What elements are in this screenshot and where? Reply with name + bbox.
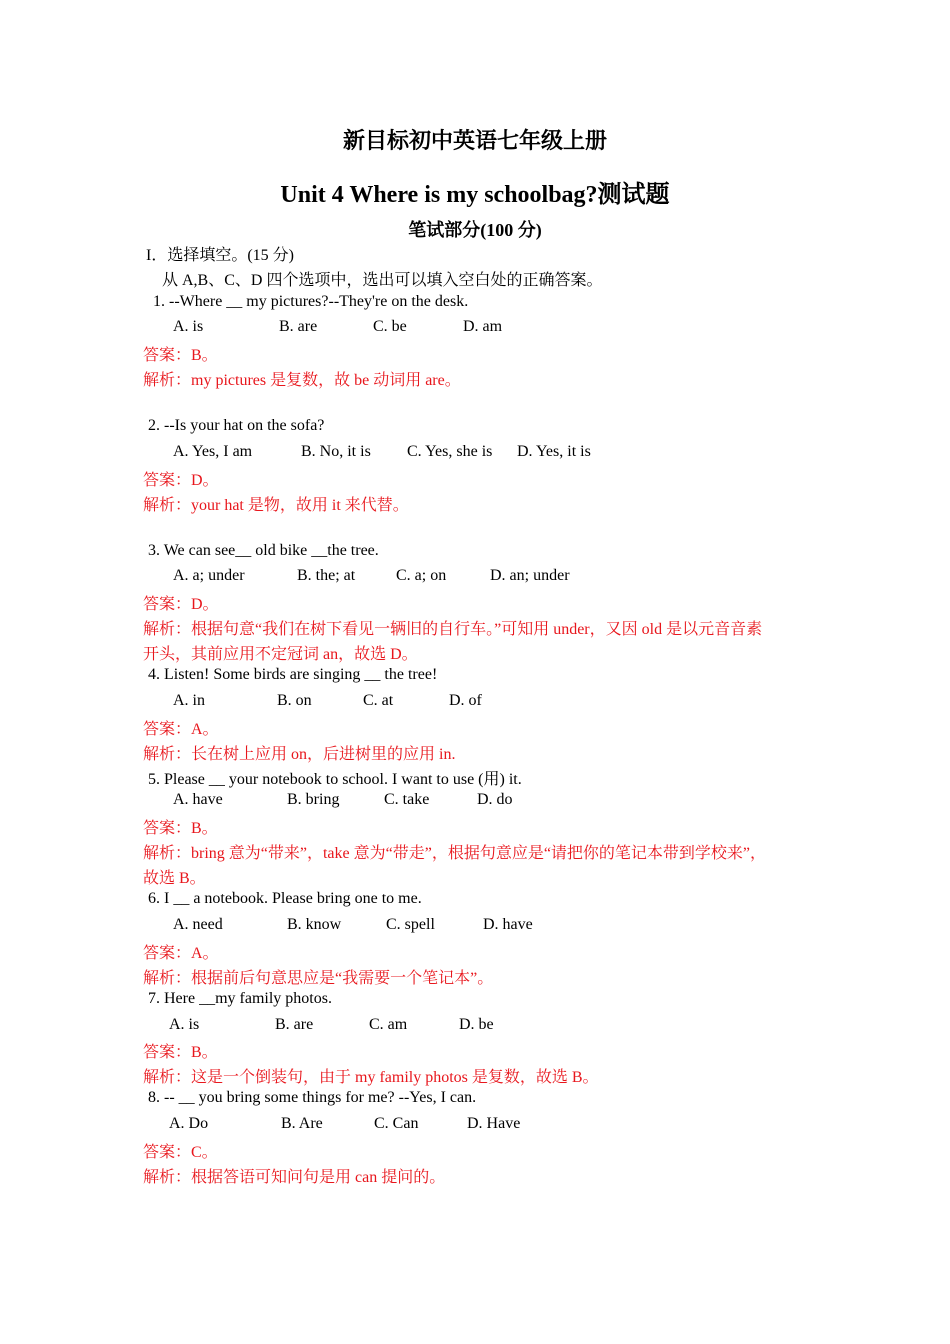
option-d: D. am (463, 318, 503, 335)
analysis-line: 解析：根据前后句意思应是“我需要一个笔记本”。 (143, 970, 494, 987)
analysis-line: 解析：bring 意为“带来”，take 意为“带走”，根据句意应是“请把你的笔记本带到学校来”， (143, 845, 767, 862)
option-c: C. Can (374, 1115, 419, 1132)
option-a: A. Do (169, 1115, 209, 1132)
analysis-line: 解析：your hat 是物，故用 it 来代替。 (143, 497, 409, 514)
answer-line: 答案：C。 (143, 1144, 218, 1161)
answer-line: 答案：D。 (143, 596, 219, 613)
option-b: B. are (279, 318, 318, 335)
option-a: A. is (169, 1016, 200, 1033)
question-stem: 6. I __ a notebook. Please bring one to me. (148, 890, 422, 907)
question-stem: 7. Here __my family photos. (148, 990, 332, 1007)
section-title: 笔试部分(100 分) (408, 220, 542, 240)
option-c: C. spell (386, 916, 435, 933)
question-stem: 1. --Where __ my pictures?--They're on the desk. (153, 293, 469, 310)
option-b: B. Are (281, 1115, 323, 1132)
question-stem: 8. -- __ you bring some things for me? --Yes, I can. (148, 1089, 477, 1106)
analysis-line: 解析：长在树上应用 on，后进树里的应用 in. (143, 746, 456, 763)
answer-line: 答案：A。 (143, 721, 219, 738)
option-d: D. Yes, it is (517, 443, 591, 460)
option-a: A. need (173, 916, 223, 933)
analysis-line: 解析：根据答语可知问句是用 can 提问的。 (143, 1169, 446, 1186)
option-c: C. take (384, 791, 430, 808)
option-c: C. a; on (396, 567, 447, 584)
option-b: B. are (275, 1016, 314, 1033)
analysis-line: 开头，其前应用不定冠词 an，故选 D。 (143, 646, 418, 663)
analysis-line: 解析：my pictures 是复数，故 be 动词用 are。 (143, 372, 461, 389)
option-a: A. is (173, 318, 204, 335)
option-a: A. a; under (173, 567, 245, 584)
option-d: D. do (477, 791, 513, 808)
document-subtitle: Unit 4 Where is my schoolbag?测试题 (280, 182, 670, 208)
analysis-line: 解析：这是一个倒装句，由于 my family photos 是复数，故选 B。 (143, 1069, 599, 1086)
option-b: B. on (277, 692, 312, 709)
analysis-line: 解析：根据句意“我们在树下看见一辆旧的自行车。”可知用 under，又因 old 是以元音音素 (143, 621, 763, 638)
option-c: C. at (363, 692, 394, 709)
question-stem: 5. Please __ your notebook to school. I want to use (用) it. (148, 771, 522, 788)
answer-line: 答案：D。 (143, 472, 219, 489)
option-a: A. in (173, 692, 205, 709)
answer-line: 答案：B。 (143, 1044, 218, 1061)
option-a: A. have (173, 791, 223, 808)
option-b: B. the; at (297, 567, 356, 584)
part-heading: I．选择填空。(15 分) (146, 247, 294, 264)
part-instruction: 从 A,B、C、D 四个选项中，选出可以填入空白处的正确答案。 (162, 272, 603, 289)
answer-line: 答案：B。 (143, 347, 218, 364)
option-c: C. am (369, 1016, 408, 1033)
analysis-line: 故选 B。 (143, 870, 206, 887)
question-stem: 3. We can see__ old bike __the tree. (148, 542, 379, 559)
option-b: B. know (287, 916, 342, 933)
option-c: C. Yes, she is (407, 443, 493, 460)
option-d: D. of (449, 692, 482, 709)
question-stem: 4. Listen! Some birds are singing __ the tree! (148, 666, 438, 683)
document-title: 新目标初中英语七年级上册 (342, 129, 607, 154)
option-b: B. bring (287, 791, 340, 808)
answer-line: 答案：B。 (143, 820, 218, 837)
option-c: C. be (373, 318, 407, 335)
option-d: D. have (483, 916, 533, 933)
option-d: D. be (459, 1016, 494, 1033)
answer-line: 答案：A。 (143, 945, 219, 962)
option-d: D. an; under (490, 567, 570, 584)
option-a: A. Yes, I am (173, 443, 253, 460)
option-d: D. Have (467, 1115, 521, 1132)
option-b: B. No, it is (301, 443, 371, 460)
question-stem: 2. --Is your hat on the sofa? (148, 417, 325, 434)
